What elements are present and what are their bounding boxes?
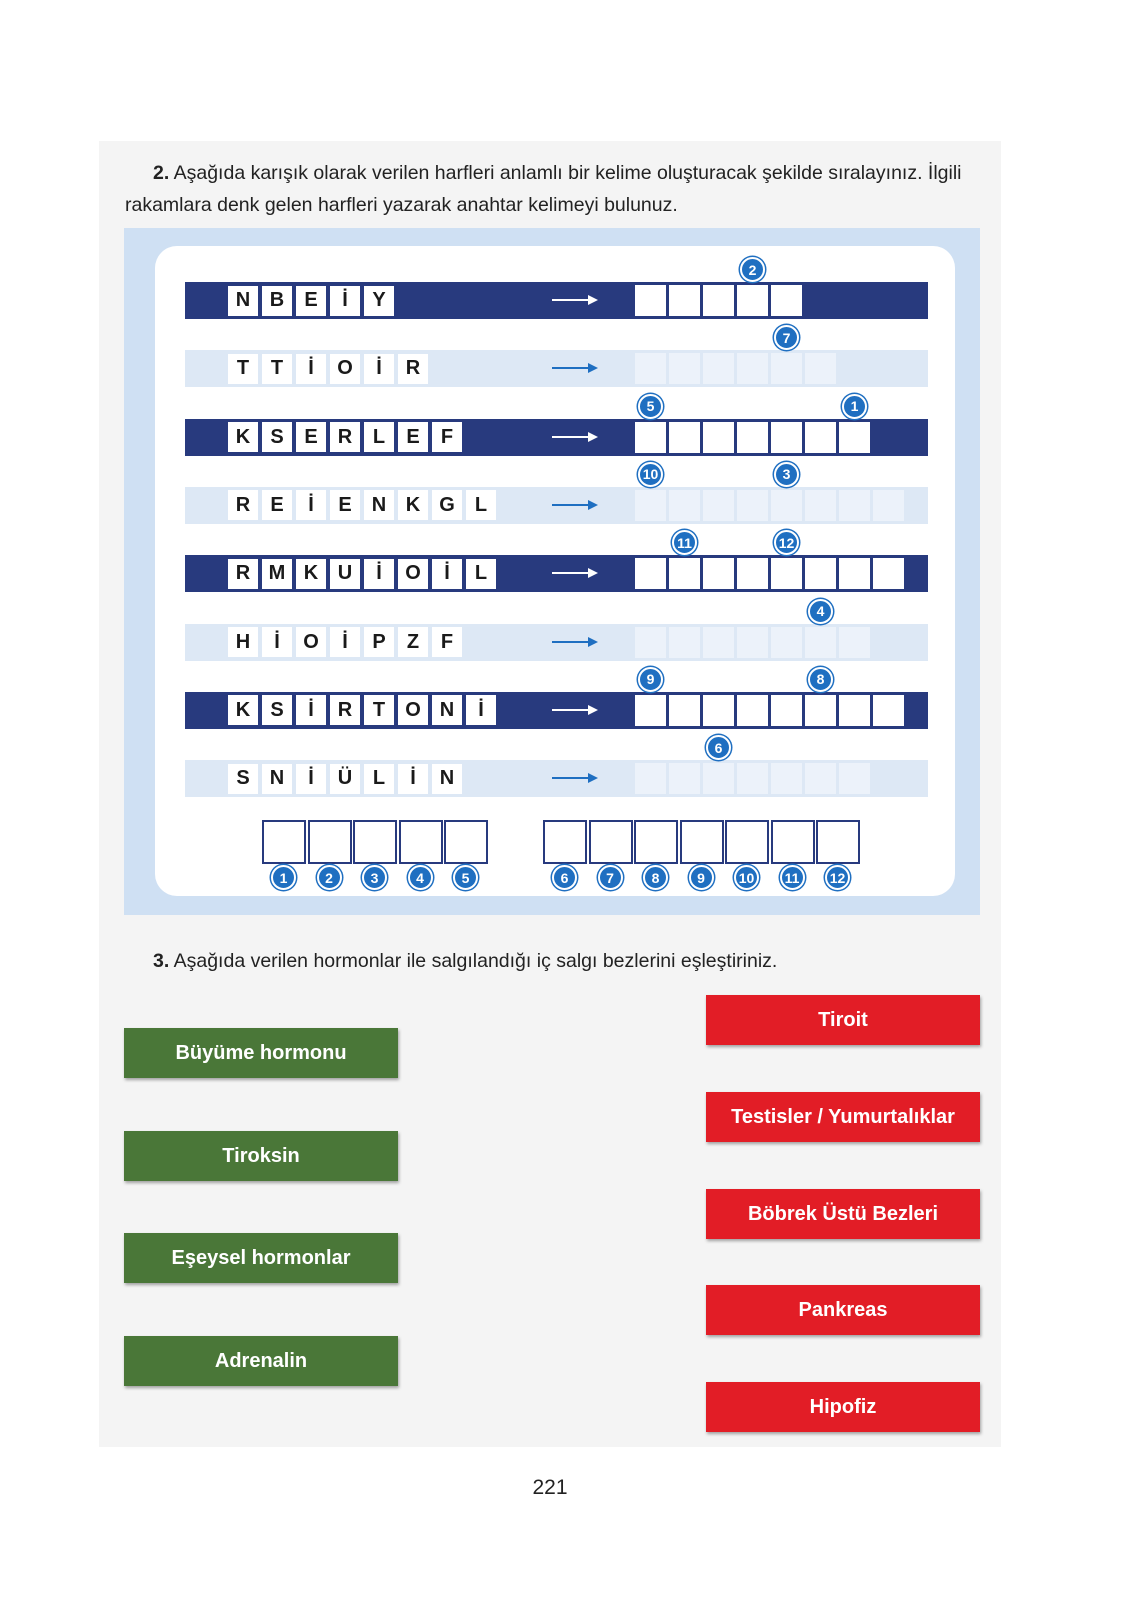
gland-box-4[interactable]: Pankreas [706,1285,980,1335]
number-marker: 1 [842,394,867,419]
letter-tile: T [364,695,394,725]
answer-box[interactable] [805,558,836,589]
number-marker: 6 [706,735,731,760]
answer-box[interactable] [771,558,802,589]
letter-tile: E [296,286,326,316]
key-number-marker: 9 [689,865,714,890]
key-number-marker: 10 [734,865,759,890]
answer-box[interactable] [873,490,904,521]
key-letter-box[interactable] [543,820,587,864]
answer-box[interactable] [737,353,768,384]
letter-tile: İ [398,764,428,794]
answer-box[interactable] [635,422,666,453]
letter-tile: T [228,354,258,384]
answer-box[interactable] [839,627,870,658]
answer-box[interactable] [839,490,870,521]
key-number-marker: 12 [825,865,850,890]
answer-box[interactable] [771,422,802,453]
gland-box-2[interactable]: Testisler / Yumurtalıklar [706,1092,980,1142]
page-number: 221 [532,1476,568,1499]
answer-box[interactable] [805,695,836,726]
answer-box[interactable] [737,490,768,521]
answer-box[interactable] [873,695,904,726]
letter-tile: F [432,422,462,452]
answer-box[interactable] [839,422,870,453]
letter-tile: E [330,490,360,520]
answer-box[interactable] [805,763,836,794]
answer-box[interactable] [839,695,870,726]
letter-tile: K [228,695,258,725]
letter-tile: İ [364,354,394,384]
answer-box[interactable] [771,763,802,794]
key-number-marker: 8 [643,865,668,890]
question-2-line-1: Aşağıda karışık olarak verilen harfleri anlamlı bir kelime oluşturacak şekilde sıralayınız. İlgili [173,162,962,184]
answer-box[interactable] [703,353,734,384]
letter-tile: S [228,764,258,794]
answer-box[interactable] [771,353,802,384]
answer-box[interactable] [805,422,836,453]
number-marker: 4 [808,599,833,624]
letter-tile: K [398,490,428,520]
answer-box[interactable] [703,422,734,453]
number-marker: 9 [638,667,663,692]
answer-box[interactable] [839,558,870,589]
answer-box[interactable] [669,763,700,794]
key-letter-box[interactable] [771,820,815,864]
answer-box[interactable] [635,285,666,316]
number-marker: 7 [774,325,799,350]
answer-box[interactable] [737,763,768,794]
answer-box[interactable] [635,490,666,521]
number-marker: 3 [774,462,799,487]
hormone-box-3[interactable]: Eşeysel hormonlar [124,1233,398,1283]
key-letter-box[interactable] [444,820,488,864]
arrow-right-icon [552,361,598,375]
letter-tile: N [432,695,462,725]
hormone-box-2[interactable]: Tiroksin [124,1131,398,1181]
answer-box[interactable] [873,558,904,589]
key-letter-box[interactable] [816,820,860,864]
letter-tile: İ [330,627,360,657]
key-letter-box[interactable] [634,820,678,864]
answer-box[interactable] [635,695,666,726]
letter-tile: İ [296,695,326,725]
letter-tile: Y [364,286,394,316]
arrow-right-icon [552,293,598,307]
letter-tile: R [228,490,258,520]
answer-box[interactable] [703,490,734,521]
letter-tile: İ [364,559,394,589]
answer-box[interactable] [635,558,666,589]
answer-box[interactable] [703,695,734,726]
letter-tile: L [364,422,394,452]
hormone-box-4[interactable]: Adrenalin [124,1336,398,1386]
number-marker: 2 [740,257,765,282]
arrow-right-icon [552,771,598,785]
answer-box[interactable] [805,627,836,658]
arrow-right-icon [552,703,598,717]
question-2-line-2: rakamlara denk gelen harfleri yazarak anahtar kelimeyi bulunuz. [125,194,678,216]
key-number-marker: 3 [362,865,387,890]
arrow-right-icon [552,635,598,649]
letter-tile: E [262,490,292,520]
letter-tile: N [262,764,292,794]
key-letter-box[interactable] [589,820,633,864]
answer-box[interactable] [737,695,768,726]
answer-box[interactable] [737,558,768,589]
letter-tile: O [398,559,428,589]
letter-tile: O [296,627,326,657]
letter-tile: L [466,559,496,589]
letter-tile: İ [466,695,496,725]
letter-tile: R [330,422,360,452]
answer-box[interactable] [771,490,802,521]
letter-tile: İ [296,764,326,794]
letter-tile: R [330,695,360,725]
answer-box[interactable] [771,695,802,726]
letter-tile: R [228,559,258,589]
hormone-box-1[interactable]: Büyüme hormonu [124,1028,398,1078]
letter-tile: S [262,422,292,452]
letter-tile: İ [296,490,326,520]
question-2-text [125,157,990,221]
letter-tile: K [296,559,326,589]
letter-tile: H [228,627,258,657]
letter-tile: Ü [330,764,360,794]
question-3-number: 3. [153,950,170,972]
answer-box[interactable] [703,558,734,589]
key-number-marker: 2 [317,865,342,890]
letter-tile: B [262,286,292,316]
letter-tile: İ [296,354,326,384]
answer-box[interactable] [737,422,768,453]
arrow-right-icon [552,430,598,444]
answer-box[interactable] [839,763,870,794]
key-letter-box[interactable] [308,820,352,864]
gland-box-3[interactable]: Böbrek Üstü Bezleri [706,1189,980,1239]
letter-tile: L [364,764,394,794]
letter-tile: N [228,286,258,316]
letter-tile: G [432,490,462,520]
key-letter-box[interactable] [353,820,397,864]
answer-box[interactable] [669,627,700,658]
answer-box[interactable] [635,627,666,658]
letter-tile: İ [330,286,360,316]
letter-tile: O [398,695,428,725]
answer-box[interactable] [737,285,768,316]
key-number-marker: 11 [780,865,805,890]
answer-box[interactable] [771,627,802,658]
letter-tile: S [262,695,292,725]
answer-box[interactable] [635,763,666,794]
key-letter-box[interactable] [399,820,443,864]
answer-box[interactable] [669,353,700,384]
answer-box[interactable] [703,627,734,658]
letter-tile: F [432,627,462,657]
key-letter-box[interactable] [680,820,724,864]
answer-box[interactable] [635,353,666,384]
key-letter-box[interactable] [725,820,769,864]
number-marker: 12 [774,530,799,555]
letter-tile: E [398,422,428,452]
answer-box[interactable] [669,285,700,316]
answer-box[interactable] [703,763,734,794]
answer-box[interactable] [703,285,734,316]
number-marker: 10 [638,462,663,487]
letter-tile: N [432,764,462,794]
letter-tile: M [262,559,292,589]
gland-box-5[interactable]: Hipofiz [706,1382,980,1432]
key-number-marker: 1 [271,865,296,890]
letter-tile: P [364,627,394,657]
letter-tile: İ [262,627,292,657]
key-number-marker: 6 [552,865,577,890]
answer-box[interactable] [669,695,700,726]
letter-tile: U [330,559,360,589]
letter-tile: L [466,490,496,520]
letter-tile: T [262,354,292,384]
key-number-marker: 4 [408,865,433,890]
number-marker: 5 [638,394,663,419]
answer-box[interactable] [771,285,802,316]
letter-tile: İ [432,559,462,589]
question-3-text [153,945,953,977]
key-number-marker: 7 [598,865,623,890]
letter-tile: R [398,354,428,384]
number-marker: 11 [672,530,697,555]
arrow-right-icon [552,566,598,580]
answer-box[interactable] [805,353,836,384]
letter-tile: E [296,422,326,452]
question-2-number: 2. [153,162,170,184]
answer-box[interactable] [669,490,700,521]
answer-box[interactable] [805,490,836,521]
key-letter-box[interactable] [262,820,306,864]
letter-tile: O [330,354,360,384]
gland-box-1[interactable]: Tiroit [706,995,980,1045]
key-number-marker: 5 [453,865,478,890]
question-3-sentence: Aşağıda verilen hormonlar ile salgılandığı iç salgı bezlerini eşleştiriniz. [173,950,778,972]
letter-tile: N [364,490,394,520]
letter-tile: K [228,422,258,452]
answer-box[interactable] [669,558,700,589]
answer-box[interactable] [737,627,768,658]
number-marker: 8 [808,667,833,692]
letter-tile: Z [398,627,428,657]
answer-box[interactable] [669,422,700,453]
arrow-right-icon [552,498,598,512]
